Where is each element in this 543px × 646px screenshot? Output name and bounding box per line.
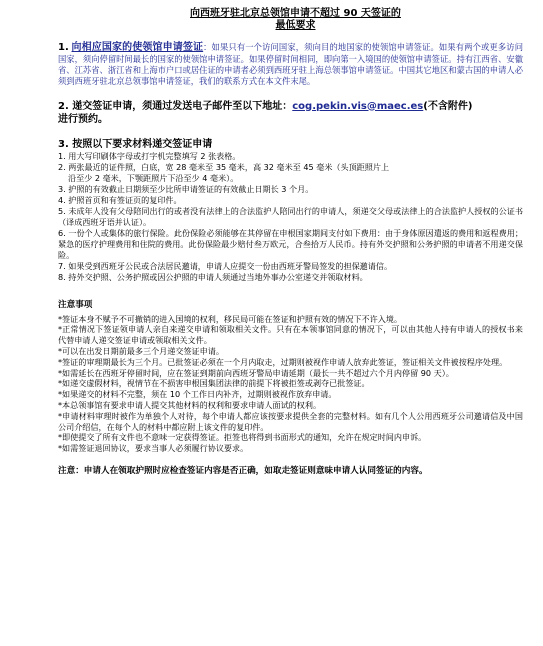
requirement-item: 6. 一份个人或集体的旅行保险。此份保险必须能够在其停留在申根国家期间支付如下费用：由于身体原因遣返的费用和返程费用；紧急的医疗护理费用和住院的费用。此份保险最少赔付叁万欧元，合叁拾万人民币。持有外交护照和公务护照的申请者不用递交保险。 [58, 227, 523, 260]
document-title-line2: 最低要求 [275, 20, 316, 31]
section-2-no-attachment: (不含附件) [423, 100, 473, 112]
note-item: *申请材料审理时被作为单独个人对待，每个申请人都应该按要求提供全套的完整材料。如有几个人公用西班牙公司邀请信及中国公司介绍信，在每个人的材料中都应附上该文件的复印件。 [58, 410, 523, 432]
section-2-number: 2. [58, 100, 69, 112]
section-2-heading: 递交签证申请，须通过发送电子邮件至以下地址： [72, 100, 293, 112]
section-1 [58, 41, 523, 88]
section-2-heading-line [58, 100, 523, 113]
note-item: *如需延长在西班牙停留时间，应在签证到期前向西班牙警局申请延期（最长一共不超过六个月内停留 90 天）。 [58, 367, 454, 378]
section-3 [58, 138, 523, 283]
section-3-heading: 按照以下要求材料递交签证申请 [72, 138, 213, 150]
notes-title: 注意事项 [58, 299, 93, 310]
section-1-paragraph [58, 41, 523, 88]
section-2 [58, 100, 523, 126]
requirement-item: 1. 用大写印刷体字母或打字机完整填写 2 张表格。 [58, 150, 241, 161]
requirement-item-continuation: 沿至少 2 毫米，下颚距照片下沿至少 4 毫米）。 [68, 172, 239, 183]
note-item: *签证本身不赋予不可撤销的进入国境的权利，移民局可能在签证和护照有效的情况下不许入境。 [58, 313, 402, 324]
note-item: *正常情况下签证领申请人亲自来递交申请和领取相关文件。只有在本领事馆同意的情况下，可以由其他人持有申请人的授权书来代替申请人递交签证申请或领取相关文件。 [58, 324, 523, 346]
section-1-heading: 向相应国家的使领馆申请签证 [71, 42, 204, 53]
email-link[interactable]: cog.pekin.vis@maec.es [292, 100, 424, 112]
final-note: 注意：申请人在领取护照时应检查签证内容是否正确，如取走签证则意味申请人认同签证的内容。 [58, 465, 428, 476]
section-2-heading-end: 进行预约。 [58, 113, 108, 125]
section-1-text: ：如果只有一个访问国家，须向目的地国家的使领馆申请签证。如果有两个或更多访问国家，须向停留时间最长的国家的使领馆申请签证。如果停留时间相同，即向第一入境国的使领馆申请签证。持有江西省、安徽省、江苏省、浙江省和上海市户口或居住证的申请者必须到西班牙驻上海总领事馆申请签证。中国其它地区和蒙古国的申请人必须到西班牙驻北京总领事馆申请签证，我们的联系方式在本文件末尾。 [58, 42, 523, 87]
note-item: *签证的审理期最长为三个月。已批签证必须在一个月内取走，过期则被视作申请人放弃此签证，签证相关文件被按程序处理。 [58, 356, 508, 367]
requirement-item: 2. 两张最近的证件照，白底，宽 28 毫米至 35 毫米，高 32 毫米至 45 毫米（头顶距照片上 [58, 161, 390, 172]
requirement-item: 7. 如果受到西班牙公民或合法居民邀请，申请人应提交一份由西班牙警局签发的担保邀请信。 [58, 260, 393, 271]
note-item: *如需签证退回协议，要求当事人必须履行协议要求。 [58, 443, 249, 454]
note-item: *本总领事馆有要求申请人提交其他材料的权利和要求申请人面试的权利。 [58, 399, 322, 410]
note-item: *如果递交的材料不完整，须在 10 个工作日内补齐，过期则被视作放弃申请。 [58, 389, 337, 400]
requirement-item: 5. 未成年人没有父母陪同出行的或者没有法律上的合法监护人陪同出行的申请人，须递交父母或法律上的合法监护人授权的公证书（译成西班牙语并认证）。 [58, 205, 523, 227]
requirement-item: 4. 护照首页和有签证页的复印件。 [58, 194, 182, 205]
section-1-number: 1. [58, 42, 69, 53]
requirement-item: 8. 持外交护照、公务护照或因公护照的申请人须通过当地外事办公室递交并领取材料。 [58, 271, 368, 282]
document-title-line1: 向西班牙驻北京总领馆申请不超过 90 天签证的 [190, 8, 401, 19]
note-item: *如递交虚假材料，视情节在不损害申根国集团法律的前提下将被拒签或剥夺已批签证。 [58, 378, 370, 389]
note-item: *即使提交了所有文件也不意味一定获得签证。拒签也将得到书面形式的通知，允许在规定时间内申诉。 [58, 432, 427, 443]
requirement-item: 3. 护照的有效截止日期须至少比所申请签证的有效截止日期长 3 个月。 [58, 183, 314, 194]
note-item: *可以在出发日期前最多三个月递交签证申请。 [58, 346, 224, 356]
section-3-heading-line [58, 138, 523, 151]
section-3-number: 3. [58, 138, 69, 150]
